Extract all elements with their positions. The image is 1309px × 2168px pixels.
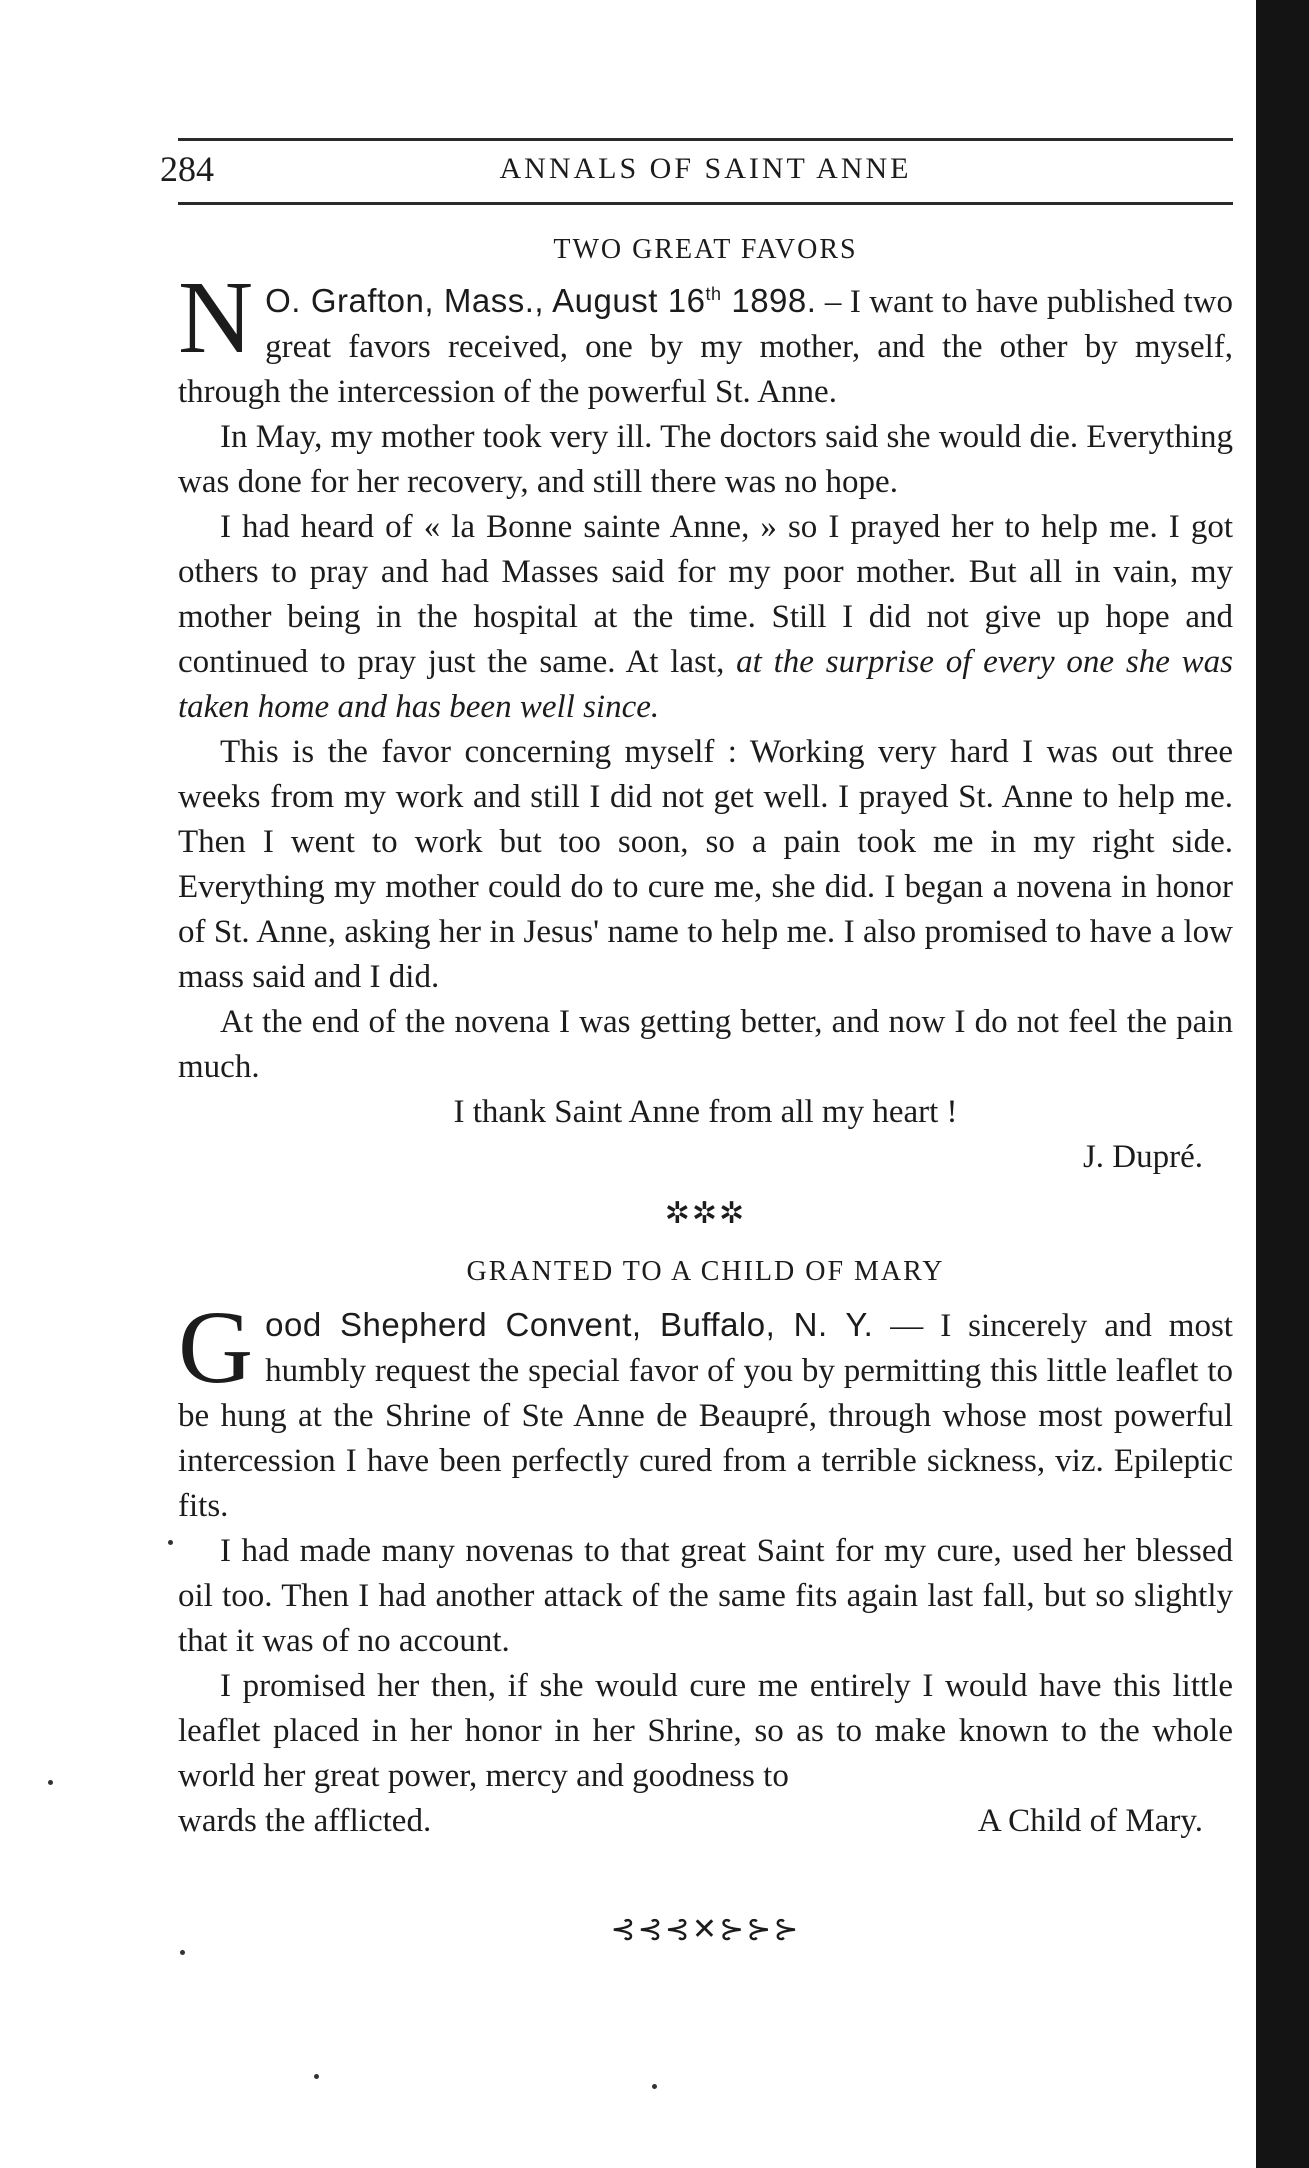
article-title-child-of-mary: GRANTED TO A CHILD OF MARY — [466, 1256, 945, 1287]
print-speck — [168, 1540, 173, 1545]
closing-text: wards the afflicted. — [178, 1803, 432, 1839]
lead-in: O. Grafton, Mass., August 16th 1898. — [265, 282, 817, 319]
article-title-two-great-favors: TWO GREAT FAVORS — [553, 234, 858, 265]
italic-emphasis: at the surprise of every one she was taken home and has been well since. — [178, 644, 1233, 725]
paragraph: At the end of the novena I was getting better, and now I do not feel the pain much. — [178, 1004, 1233, 1085]
paragraph: N O. Grafton, Mass., August 16th 1898. – I want to have published two great favors received, one by my mother, and the other by myself, through the intercession of the powerful St. Anne. — [178, 260, 1233, 410]
running-title: ANNALS OF SAINT ANNE — [499, 152, 912, 185]
drop-cap-n: N — [178, 260, 254, 375]
header-rule-bottom — [178, 202, 1233, 205]
lead-in: ood Shepherd Convent, Buffalo, N. Y. — [265, 1306, 874, 1343]
end-ornament: ⊰⊰⊰✕⊱⊱⊱ — [610, 1913, 801, 1946]
thanks-line: I thank Saint Anne from all my heart ! — [453, 1094, 958, 1130]
print-speck — [314, 2074, 319, 2079]
signature: J. Dupré. — [1082, 1139, 1203, 1175]
page-number: 284 — [160, 149, 214, 189]
drop-cap-g: G — [178, 1290, 254, 1405]
paragraph: Good Shepherd Convent, Buffalo, N. Y. — I sincerely and most humbly request the special favor of you by permitting this little leaflet to be hung at the Shrine of Ste Anne de Beaupré, through whose most powerful intercession I have been perfectly cured from a terrible sickness, viz. Epileptic fits. — [178, 1290, 1233, 1524]
print-speck — [652, 2084, 657, 2089]
header-rule-top — [178, 138, 1233, 141]
paragraph: This is the favor concerning myself : Working very hard I was out three weeks from my work and still I did not get well. I prayed St. Anne to help me. Then I went to work but too soon, so a pain took me in my right side. Everything my mother could do to cure me, she did. I began a novena in honor of St. Anne, asking her in Jesus' name to help me. I also promised to have a low mass said and I did. — [178, 734, 1233, 995]
paragraph: I had heard of « la Bonne sainte Anne, » so I prayed her to help me. I got others to pray and had Masses said for my poor mother. But all in vain, my mother being in the hospital at the time. Still I did not give up hope and continued to pray just the same. At last, at the surprise of every one she was taken home and has been well since. — [178, 509, 1233, 725]
paragraph: I promised her then, if she would cure me entirely I would have this little leaflet placed in her honor in her Shrine, so as to make known to the whole world her great power, mercy and goodness to — [178, 1668, 1233, 1794]
print-speck — [48, 1780, 53, 1785]
small-ornament: ✲✲✲ — [664, 1197, 747, 1230]
running-header — [160, 148, 1233, 198]
article-body-two-great-favors — [178, 260, 1233, 1180]
closing-line — [178, 1799, 1233, 1844]
signature: A Child of Mary. — [977, 1803, 1203, 1839]
paragraph: In May, my mother took very ill. The doctors said she would die. Everything was done for her recovery, and still there was no hope. — [178, 419, 1233, 500]
article-body-child-of-mary — [178, 1290, 1233, 1844]
page-edge-shadow — [1256, 0, 1309, 2168]
paragraph: I had made many novenas to that great Saint for my cure, used her blessed oil too. Then I had another attack of the same fits again last fall, but so slightly that it was of no account. — [178, 1533, 1233, 1659]
print-speck — [180, 1950, 185, 1955]
